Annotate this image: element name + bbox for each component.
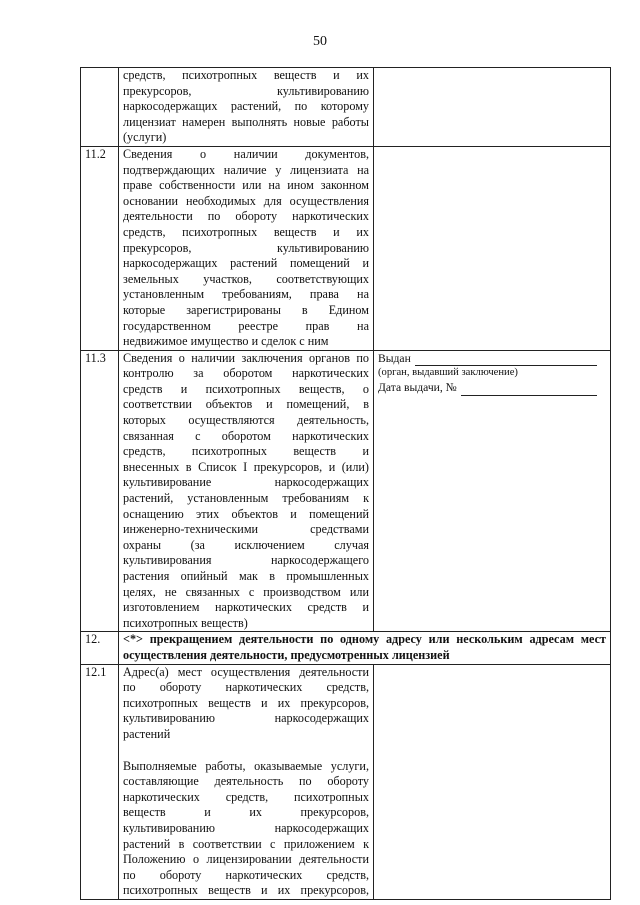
text-line: инженерно-техническими средствами	[123, 522, 369, 537]
table-row-11-3	[81, 350, 611, 632]
text-line: осуществления деятельности, предусмотренных лицензией	[123, 647, 450, 662]
text-line: установленным требованиям, права на	[123, 287, 369, 302]
row-description	[119, 350, 374, 632]
text-line: которых осуществляются деятельность,	[123, 413, 369, 428]
text-line: веществ и их прекурсоров,	[123, 805, 369, 820]
row-value-field[interactable]	[374, 68, 611, 147]
text-line: охраны (за исключением случая	[123, 537, 369, 552]
text-line: целях, не связанных с производством или	[123, 584, 369, 599]
text-line: средств, психотропных веществ и их	[123, 224, 369, 239]
issued-by-input[interactable]	[415, 353, 597, 366]
text-line: по обороту наркотических средств,	[123, 867, 369, 882]
text-line: наркосодержащих растений помещений и	[123, 256, 369, 271]
row-number: 11.3	[81, 350, 119, 632]
issue-date-line	[378, 380, 606, 396]
text-line: психотропных веществ и их прекурсоров,	[123, 883, 369, 898]
row-number: 12.1	[81, 664, 119, 899]
row-description	[119, 146, 374, 350]
text-line: растений, установленным требованиям к	[123, 491, 369, 506]
text-line: основании необходимых для осуществления	[123, 193, 369, 208]
text-line: растений в соответствии с приложением к	[123, 836, 369, 851]
text-line: психотропных веществ)	[123, 615, 248, 630]
row-number: 12.	[81, 632, 119, 664]
table-row-12	[81, 632, 611, 664]
row-value-field[interactable]	[374, 664, 611, 899]
text-line: Сведения о наличии документов,	[123, 146, 369, 161]
text-line: <*> прекращением деятельности по одному адресу или нескольким адресам мест	[123, 632, 606, 647]
text-line: культивирования наркосодержащего	[123, 553, 369, 568]
row-number	[81, 68, 119, 147]
text-line: праве собственности или на ином законном	[123, 178, 369, 193]
text-line: Выполняемые работы, оказываемые услуги,	[123, 758, 369, 773]
text-line: изготовлением наркотических средств и	[123, 600, 369, 615]
text-line: (услуги)	[123, 130, 167, 145]
text-line: недвижимое имущество и сделок с ним	[123, 334, 329, 349]
text-line: культивированию наркосодержащих	[123, 711, 369, 726]
table-row-continuation	[81, 68, 611, 147]
row-value-field[interactable]	[374, 146, 611, 350]
text-line: оснащению этих объектов и помещений	[123, 506, 369, 521]
text-line: по обороту наркотических средств,	[123, 680, 369, 695]
text-line: прекурсоров, культивированию	[123, 240, 369, 255]
text-line: психотропных веществ и их прекурсоров,	[123, 695, 369, 710]
text-line: средств, психотропных веществ и	[123, 444, 369, 459]
text-line: составляющие деятельность по обороту	[123, 774, 369, 789]
row-description	[119, 664, 374, 899]
application-form-table	[80, 67, 611, 900]
text-line: наркотических средств, психотропных	[123, 789, 369, 804]
issuer-note: (орган, выдавший заключение)	[378, 367, 518, 379]
issue-date-input[interactable]	[461, 383, 597, 396]
text-line: соответствии объектов и помещений, в	[123, 397, 369, 412]
section-heading	[119, 632, 611, 664]
text-line: лицензиат намерен выполнять новые работы	[123, 114, 369, 129]
text-line: культивированию наркосодержащих	[123, 820, 369, 835]
issued-by-label: Выдан	[378, 351, 411, 365]
issued-by-line	[378, 351, 606, 367]
text-line: Сведения о наличии заключения органов по	[123, 350, 369, 365]
row-description	[119, 68, 374, 147]
text-line: растений	[123, 726, 171, 741]
page-number: 50	[313, 34, 327, 49]
text-line: государственном реестре прав на	[123, 318, 369, 333]
text-line: которые зарегистрированы в Едином	[123, 302, 369, 317]
text-line: растения опийный мак в промышленных	[123, 569, 369, 583]
text-line: Положению о лицензировании деятельности	[123, 852, 369, 867]
text-line: наркосодержащих растений, по которому	[123, 99, 369, 114]
text-line: земельных участков, соответствующих	[123, 271, 369, 286]
row-number: 11.2	[81, 146, 119, 350]
text-line: деятельности по обороту наркотических	[123, 209, 369, 224]
text-line: внесенных в Список I прекурсоров, и (или)	[123, 459, 369, 474]
text-line: культивирование наркосодержащих	[123, 475, 369, 490]
row-value-field	[374, 350, 611, 632]
text-line: Адрес(а) мест осуществления деятельности	[123, 664, 369, 679]
text-line: подтверждающих наличие у лицензиата на	[123, 162, 369, 177]
text-line: средств, психотропных веществ и их	[123, 68, 369, 82]
text-line: контролю за оборотом наркотических	[123, 366, 369, 381]
text-line: связанная с оборотом наркотических	[123, 428, 369, 443]
text-line: прекурсоров, культивированию	[123, 83, 369, 98]
issue-date-label: Дата выдачи, №	[378, 381, 457, 395]
table-row-11-2	[81, 146, 611, 350]
table-row-12-1	[81, 664, 611, 899]
text-line: средств и психотропных веществ, о	[123, 381, 369, 396]
